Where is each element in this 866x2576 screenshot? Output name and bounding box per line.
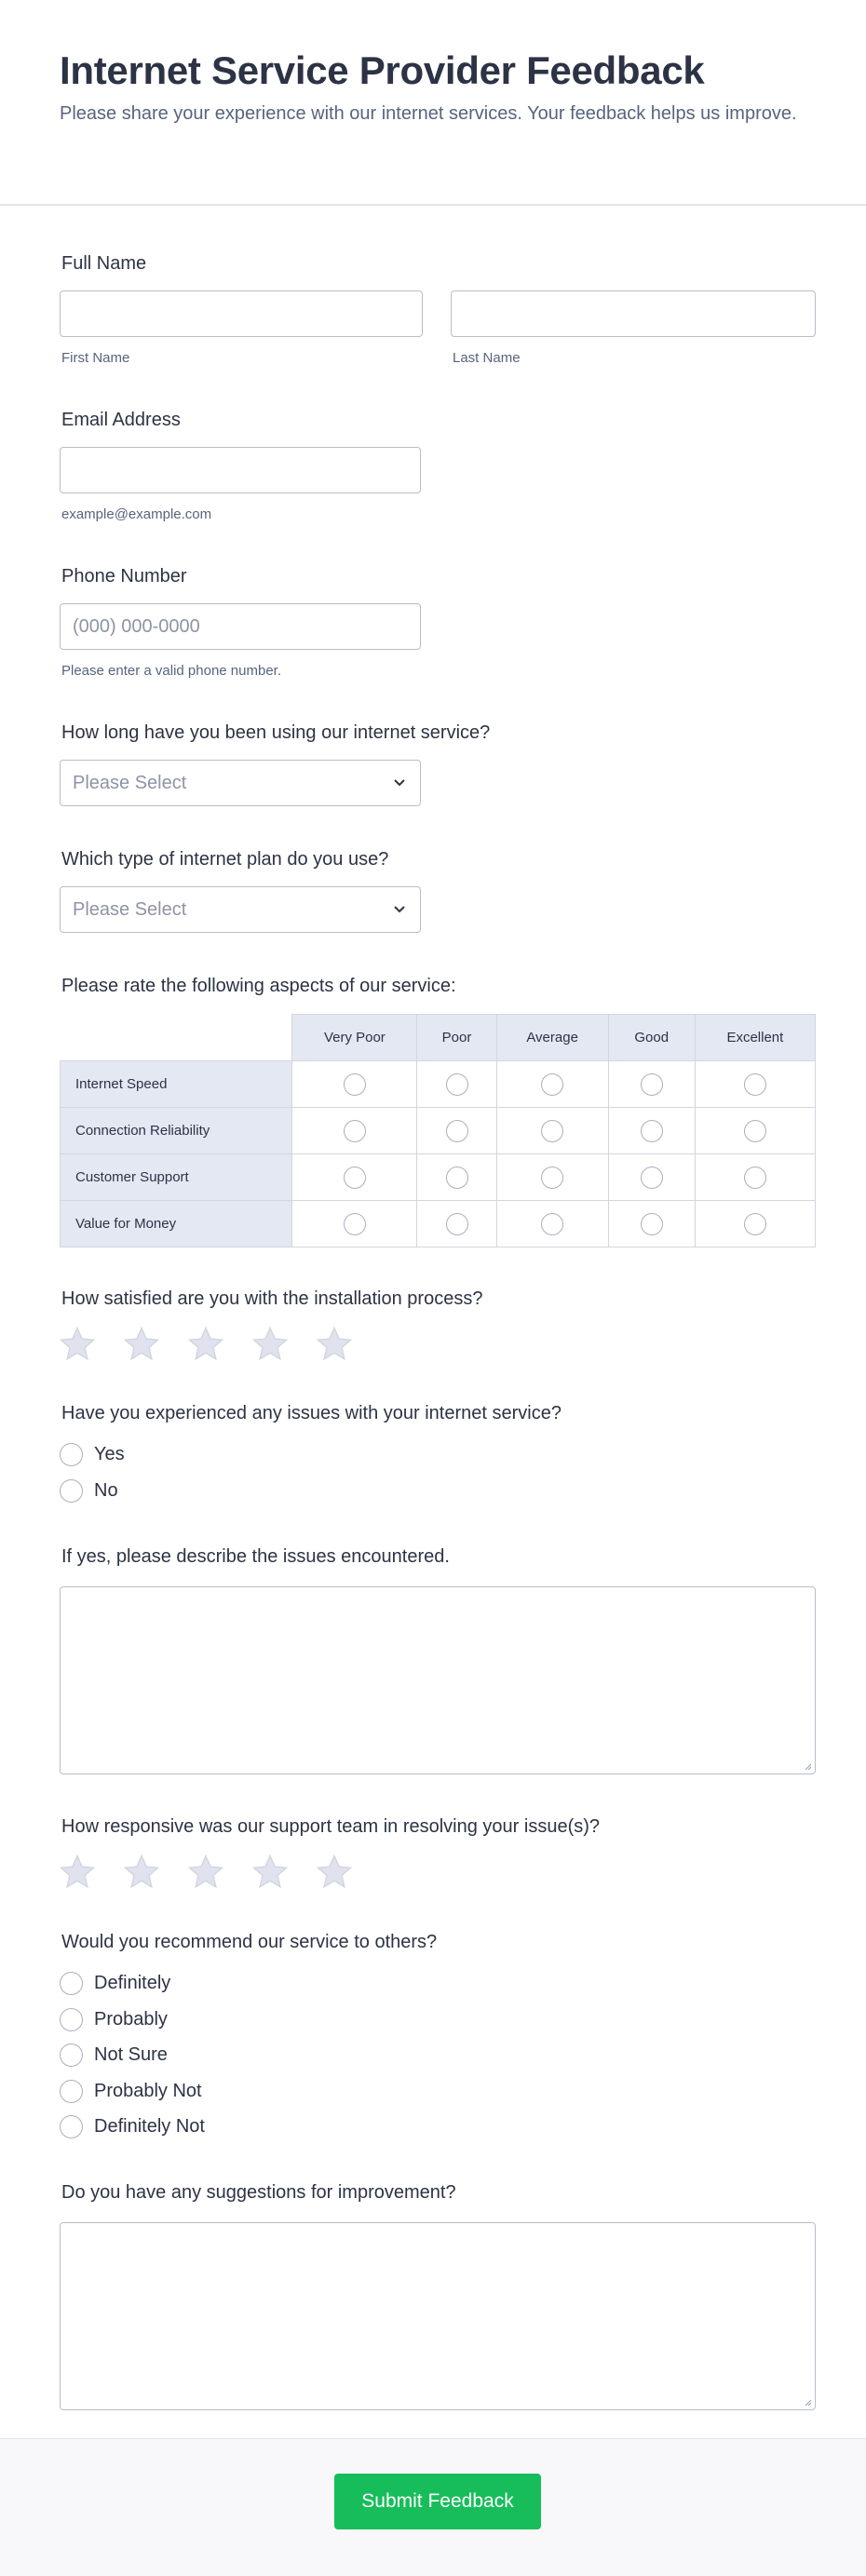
star-icon[interactable]	[250, 1853, 290, 1892]
matrix-radio[interactable]	[541, 1120, 563, 1142]
matrix-radio[interactable]	[744, 1120, 766, 1142]
resize-grip-icon[interactable]	[803, 2397, 812, 2407]
last-name-input[interactable]	[451, 290, 816, 337]
matrix-radio[interactable]	[446, 1073, 468, 1096]
radio-option-label: No	[94, 1480, 118, 1501]
matrix-radio[interactable]	[344, 1120, 366, 1142]
duration-selected: Please Select	[73, 773, 187, 793]
matrix-radio[interactable]	[344, 1213, 366, 1235]
matrix-radio[interactable]	[641, 1073, 663, 1096]
star-icon[interactable]	[250, 1325, 290, 1364]
star-icon[interactable]	[122, 1853, 161, 1892]
issues-desc-label: If yes, please describe the issues encountered.	[61, 1546, 450, 1567]
phone-sublabel: Please enter a valid phone number.	[61, 663, 281, 679]
form-title: Internet Service Provider Feedback	[60, 48, 705, 92]
phone-input[interactable]	[60, 603, 421, 650]
rating-matrix	[60, 1014, 816, 1247]
matrix-radio[interactable]	[541, 1213, 563, 1235]
radio-option-label: Probably	[94, 2009, 168, 2030]
radio-option-label: Probably Not	[94, 2081, 202, 2101]
matrix-col-very-poor: Very Poor	[292, 1015, 417, 1061]
matrix-row-label: Internet Speed	[61, 1061, 292, 1108]
matrix-col-average: Average	[496, 1015, 608, 1061]
email-input[interactable]	[60, 447, 421, 493]
radio-circle[interactable]	[60, 2115, 83, 2138]
matrix-radio[interactable]	[641, 1213, 663, 1235]
plan-type-selected: Please Select	[73, 899, 187, 920]
matrix-radio[interactable]	[541, 1167, 563, 1189]
suggestions-label: Do you have any suggestions for improvement?	[61, 2182, 456, 2203]
matrix-row-label: Connection Reliability	[61, 1108, 292, 1154]
star-icon[interactable]	[315, 1325, 354, 1364]
phone-label: Phone Number	[61, 566, 187, 587]
star-icon[interactable]	[122, 1325, 161, 1364]
radio-option-label: Definitely	[94, 1973, 171, 1993]
matrix-radio[interactable]	[446, 1167, 468, 1189]
chevron-down-icon	[390, 899, 409, 918]
matrix-radio[interactable]	[446, 1213, 468, 1235]
matrix-col-good: Good	[608, 1015, 695, 1061]
email-sublabel: example@example.com	[61, 506, 212, 522]
matrix-row	[61, 1154, 816, 1201]
issues-label: Have you experienced any issues with your internet service?	[61, 1403, 562, 1423]
duration-select[interactable]	[60, 760, 421, 806]
radio-circle[interactable]	[60, 1972, 83, 1995]
rating-matrix-label: Please rate the following aspects of our service:	[61, 976, 456, 996]
plan-type-select[interactable]	[60, 886, 421, 933]
recommend-label: Would you recommend our service to others?	[61, 1932, 438, 1952]
plan-type-label: Which type of internet plan do you use?	[61, 849, 389, 870]
radio-option-label: Definitely Not	[94, 2116, 205, 2137]
radio-circle[interactable]	[60, 2043, 83, 2067]
matrix-radio[interactable]	[344, 1167, 366, 1189]
resize-grip-icon[interactable]	[803, 1761, 812, 1771]
installation-label: How satisfied are you with the installation process?	[61, 1288, 483, 1309]
duration-label: How long have you been using our internet service?	[61, 722, 491, 743]
form-header	[0, 0, 866, 206]
matrix-radio[interactable]	[344, 1073, 366, 1096]
star-icon[interactable]	[58, 1325, 97, 1364]
radio-circle[interactable]	[60, 1443, 83, 1466]
star-icon[interactable]	[315, 1853, 354, 1892]
matrix-radio[interactable]	[446, 1120, 468, 1142]
matrix-radio[interactable]	[641, 1120, 663, 1142]
star-icon[interactable]	[58, 1853, 97, 1892]
radio-circle[interactable]	[60, 1479, 83, 1503]
form-subtitle: Please share your experience with our internet services. Your feedback helps us improve.	[60, 103, 797, 124]
full-name-label: Full Name	[61, 253, 147, 274]
matrix-col-poor: Poor	[417, 1015, 496, 1061]
matrix-row	[61, 1201, 816, 1248]
chevron-down-icon	[390, 773, 409, 791]
submit-button[interactable]: Submit Feedback	[334, 2474, 541, 2529]
matrix-radio[interactable]	[541, 1073, 563, 1096]
matrix-row-label: Value for Money	[61, 1201, 292, 1248]
matrix-radio[interactable]	[744, 1073, 766, 1096]
matrix-col-excellent: Excellent	[695, 1015, 815, 1061]
first-name-input[interactable]	[60, 290, 423, 337]
matrix-radio[interactable]	[744, 1213, 766, 1235]
issues-desc-textarea[interactable]	[60, 1586, 816, 1774]
matrix-row	[61, 1061, 816, 1108]
last-name-sublabel: Last Name	[453, 350, 521, 366]
first-name-sublabel: First Name	[61, 350, 130, 366]
radio-option-label: Not Sure	[94, 2044, 168, 2065]
star-icon[interactable]	[186, 1325, 225, 1364]
support-label: How responsive was our support team in resolving your issue(s)?	[61, 1816, 601, 1837]
radio-option-label: Yes	[94, 1444, 125, 1464]
matrix-corner	[61, 1015, 292, 1061]
radio-circle[interactable]	[60, 2008, 83, 2031]
email-label: Email Address	[61, 410, 181, 430]
radio-circle[interactable]	[60, 2080, 83, 2103]
matrix-row	[61, 1108, 816, 1154]
phone-placeholder: (000) 000-0000	[73, 616, 200, 637]
matrix-radio[interactable]	[744, 1167, 766, 1189]
star-icon[interactable]	[186, 1853, 225, 1892]
suggestions-textarea[interactable]	[60, 2222, 816, 2410]
matrix-radio[interactable]	[641, 1167, 663, 1189]
matrix-row-label: Customer Support	[61, 1154, 292, 1201]
